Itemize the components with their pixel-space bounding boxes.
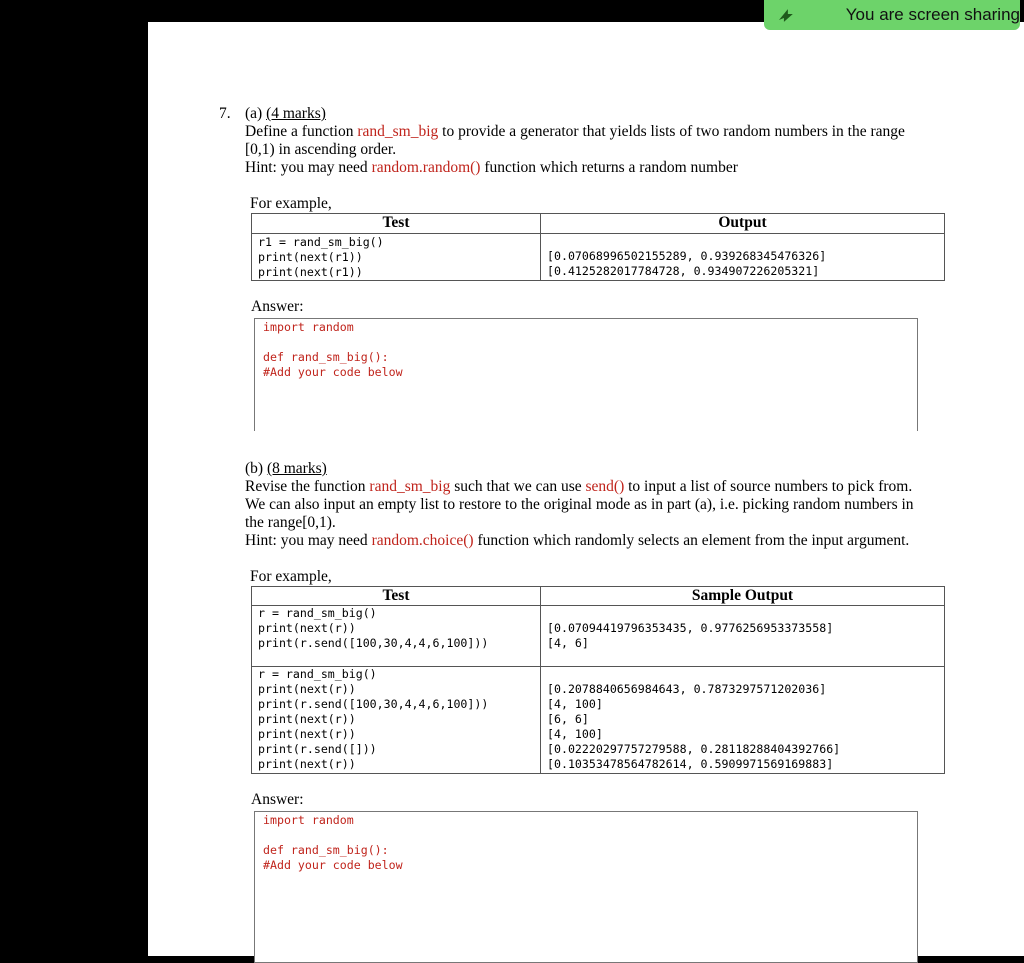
- table-header-test: Test: [252, 214, 541, 234]
- output-line: [0.4125282017784728, 0.934907226205321]: [547, 264, 820, 278]
- test-cell: [252, 606, 541, 667]
- send-fn: send(): [585, 478, 625, 495]
- output-line: [4, 6]: [547, 636, 589, 650]
- code-line: print(next(r)): [258, 621, 356, 635]
- answer-code-line: [263, 828, 917, 843]
- screen-share-icon: [776, 5, 796, 25]
- code-line: r1 = rand_sm_big(): [258, 235, 384, 249]
- part-a-example-label: For example,: [250, 195, 332, 212]
- table-header-output: Output: [541, 214, 945, 234]
- screen-sharing-text: You are screen sharing: [845, 5, 1020, 24]
- question-number: 7.: [219, 105, 231, 122]
- code-line: print(next(r)): [258, 712, 356, 726]
- code-line: print(next(r)): [258, 757, 356, 771]
- hint-fn: random.choice(): [371, 532, 474, 549]
- part-b-example-label: For example,: [250, 568, 332, 585]
- part-a-line2: [0,1) in ascending order.: [245, 141, 397, 158]
- output-line: [6, 6]: [547, 712, 589, 726]
- part-b-line3: the range[0,1).: [245, 514, 336, 531]
- code-line: print(next(r1)): [258, 250, 363, 264]
- part-b-line2: We can also input an empty list to restore to the original mode as in part (a), i.e. picking random numbers in: [245, 496, 914, 513]
- fn-name: rand_sm_big: [369, 478, 451, 495]
- code-line: print(next(r1)): [258, 265, 363, 279]
- hint-fn: random.random(): [371, 159, 481, 176]
- code-line: print(r.send([100,30,4,4,6,100])): [258, 697, 489, 711]
- answer-code-line: #Add your code below: [263, 365, 403, 379]
- part-a-hint: Hint: you may need random.random() function which returns a random number: [245, 159, 738, 176]
- code-line: print(next(r)): [258, 727, 356, 741]
- output-cell: [541, 606, 945, 667]
- output-line: [0.07094419796353435, 0.9776256953373558]: [547, 621, 834, 635]
- answer-code-line: #Add your code below: [263, 858, 403, 872]
- output-cell: [541, 667, 945, 774]
- part-a-example-table: [251, 213, 945, 281]
- part-a-answer-box[interactable]: [254, 318, 918, 431]
- part-b-answer-box[interactable]: [254, 811, 918, 963]
- part-a-marks: (4 marks): [266, 105, 326, 122]
- part-b-hint: Hint: you may need random.choice() function which randomly selects an element from the input argument.: [245, 532, 910, 549]
- answer-code-line: def rand_sm_big():: [263, 350, 389, 364]
- screen-sharing-banner[interactable]: [764, 0, 1020, 30]
- part-a-heading: (a) (4 marks): [245, 105, 326, 122]
- output-line: [0.02220297757279588, 0.28118288404392766]: [547, 742, 841, 756]
- output-cell: [541, 234, 945, 281]
- code-line: print(r.send([])): [258, 742, 377, 756]
- part-a-line1: Define a function rand_sm_big to provide a generator that yields lists of two random numbers in the range: [245, 123, 905, 140]
- code-line: r = rand_sm_big(): [258, 606, 377, 620]
- output-line: [4, 100]: [547, 727, 603, 741]
- code-line: print(r.send([100,30,4,4,6,100])): [258, 636, 489, 650]
- output-line: [0.2078840656984643, 0.7873297571202036]: [547, 682, 827, 696]
- part-b-example-table: [251, 586, 945, 774]
- answer-code-line: import random: [263, 320, 354, 334]
- table-header-test: Test: [252, 587, 541, 606]
- answer-code-line: import random: [263, 813, 354, 827]
- code-line: print(next(r)): [258, 682, 356, 696]
- part-a-answer-label: Answer:: [251, 298, 304, 315]
- part-b-answer-label: Answer:: [251, 791, 304, 808]
- table-header-sample-output: Sample Output: [541, 587, 945, 606]
- output-line: [0.07068996502155289, 0.939268345476326]: [547, 249, 827, 263]
- fn-name: rand_sm_big: [357, 123, 439, 140]
- answer-code-line: [263, 335, 917, 350]
- part-b-marks: (8 marks): [266, 460, 327, 477]
- code-line: r = rand_sm_big(): [258, 667, 377, 681]
- part-b-line1: Revise the function rand_sm_big such that we can use send() to input a list of source numbers to pick from.: [245, 478, 913, 495]
- answer-code-line: def rand_sm_big():: [263, 843, 389, 857]
- output-line: [4, 100]: [547, 697, 603, 711]
- test-cell: [252, 667, 541, 774]
- part-b-heading: (b) (8 marks): [245, 460, 327, 477]
- test-cell: [252, 234, 541, 281]
- output-line: [0.10353478564782614, 0.5909971569169883]: [547, 757, 834, 771]
